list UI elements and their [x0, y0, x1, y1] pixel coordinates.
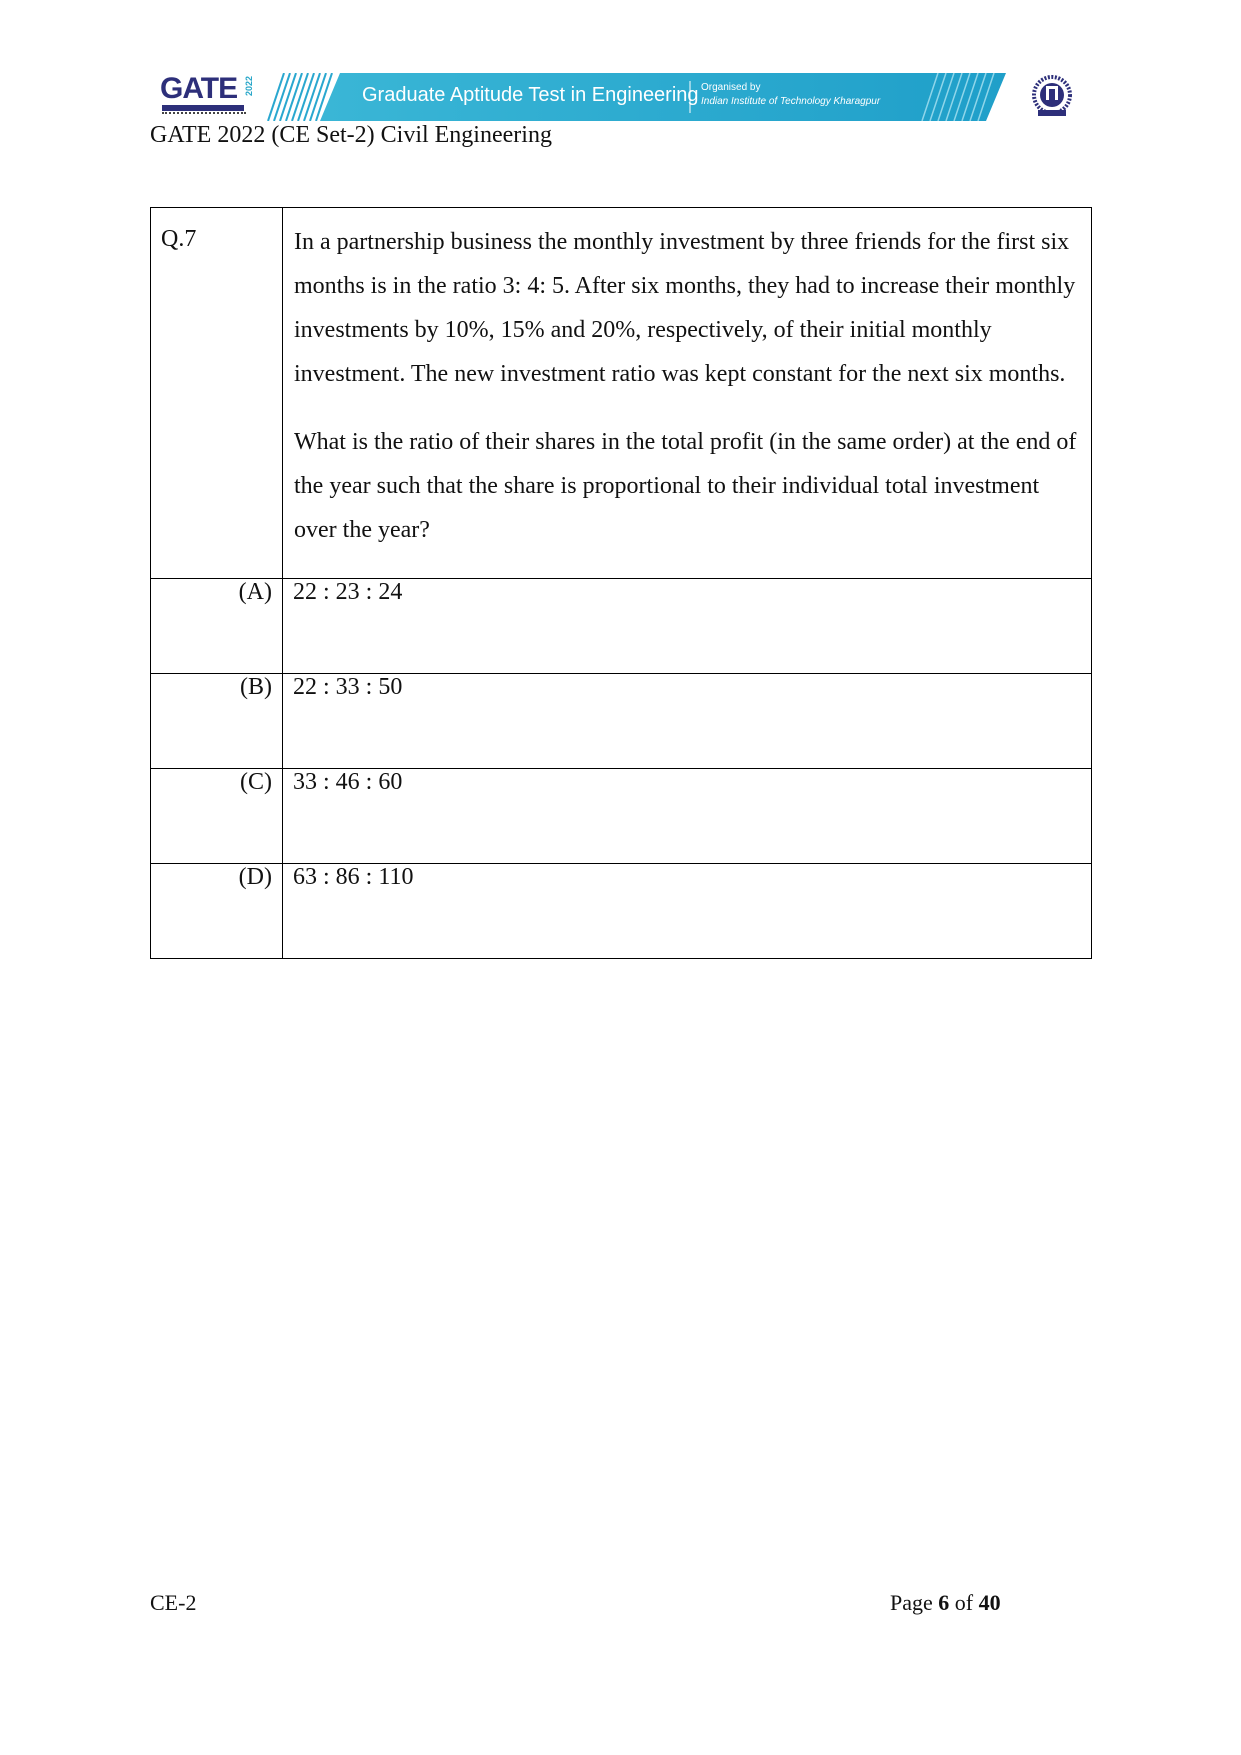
gate-logo-strip [162, 105, 244, 111]
banner-title: Graduate Aptitude Test in Engineering [362, 84, 699, 106]
option-value-b: 22 : 33 : 50 [283, 674, 1092, 769]
banner-organiser: Indian Institute of Technology Kharagpur [701, 96, 881, 107]
option-row-a [151, 579, 1092, 674]
option-label-c: (C) [151, 769, 283, 864]
option-label-a: (A) [151, 579, 283, 674]
gate-logo [160, 74, 252, 120]
option-row-c [151, 769, 1092, 864]
question-table [150, 207, 1092, 959]
gate-logo-text: GATE [160, 72, 238, 105]
iit-emblem-icon [1030, 74, 1074, 120]
question-number: Q.7 [151, 208, 283, 579]
footer-paper-code: CE-2 [150, 1590, 197, 1615]
option-row-b [151, 674, 1092, 769]
question-row [151, 208, 1092, 579]
paper-title: GATE 2022 (CE Set-2) Civil Engineering [150, 122, 552, 148]
option-value-d: 63 : 86 : 110 [283, 864, 1092, 959]
question-paragraph-1: In a partnership business the monthly investment by three friends for the first six months is in the ratio 3: 4: 5. After six months, they had to increase their monthly investments by 10%, 15% and 20%, respectively, of their initial monthly investment. The new investment ratio was kept constant for the next six months. [294, 229, 1076, 387]
option-value-c: 33 : 46 : 60 [283, 769, 1092, 864]
footer-page-number [890, 1590, 1001, 1616]
option-value-a: 22 : 23 : 24 [283, 579, 1092, 674]
footer-page-prefix: Page [890, 1590, 933, 1615]
question-stem [283, 208, 1092, 579]
banner-organised-label: Organised by [701, 82, 761, 93]
question-paragraph-2: What is the ratio of their shares in the total profit (in the same order) at the end of the year such that the share is proportional to their individual total investment over the year? [294, 429, 1077, 543]
gate-logo-hindi-tagline [162, 112, 246, 120]
option-label-b: (B) [151, 674, 283, 769]
footer-page-of: of [954, 1590, 974, 1615]
footer-page-current: 6 [938, 1590, 950, 1615]
option-label-d: (D) [151, 864, 283, 959]
footer-page-total: 40 [978, 1590, 1001, 1615]
gate-logo-year: 2022 [244, 76, 254, 97]
option-row-d [151, 864, 1092, 959]
